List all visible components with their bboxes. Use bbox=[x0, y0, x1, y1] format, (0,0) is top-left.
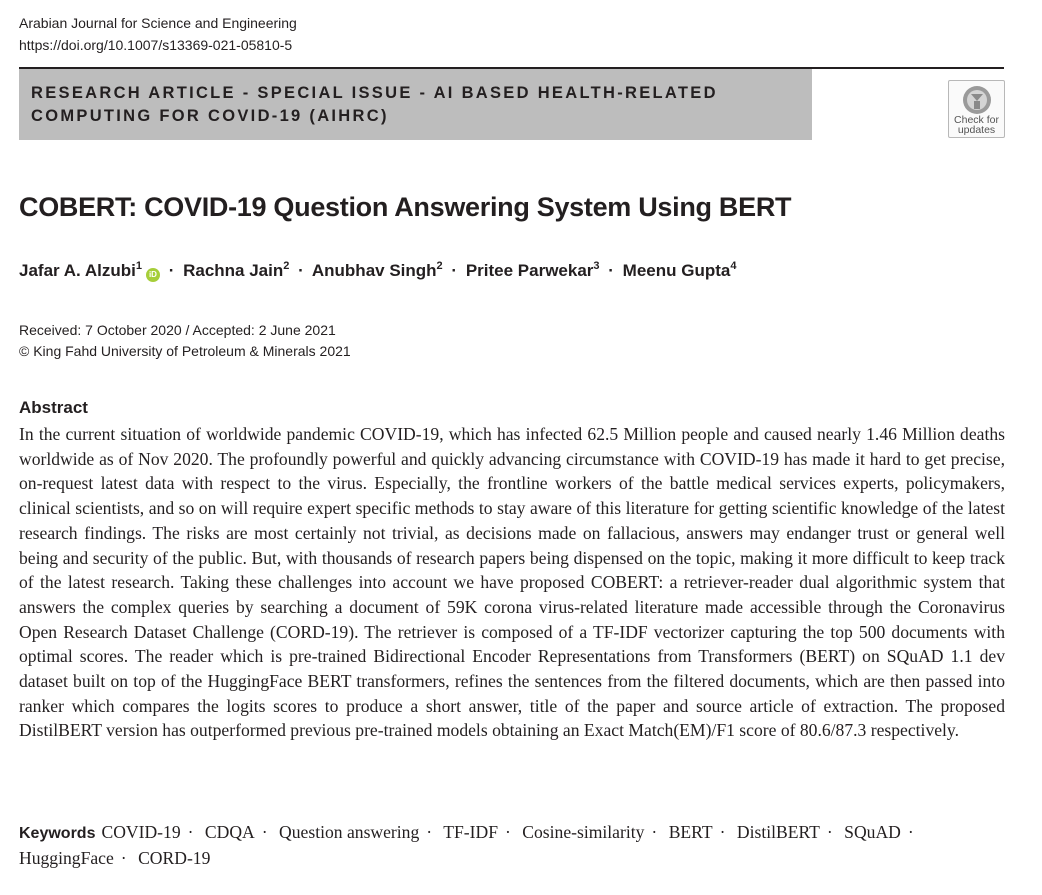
article-title: COBERT: COVID-19 Question Answering System Using BERT bbox=[19, 192, 792, 222]
keyword-item: COVID-19 bbox=[101, 822, 181, 842]
abstract-text: In the current situation of worldwide pandemic COVID-19, which has infected 62.5 Million people and caused nearly 1.46 Million deaths worldwide as of Nov 2020. The profoundly powerful and quickly advancing circumstance with COVID-19 has made it hard to get precise, on-request latest data with respect to the virus. Especially, the frontline workers of the battle medical services experts, policymakers, clinical scientists, and so on will require expert specific methods to stay aware of this literature for getting scientific knowledge of the latest research findings. The risks are most certainly not trivial, as decisions made on fallacious, answers may endanger trust or general well being and security of the public. But, with thousands of research papers being dispensed on the topic, making it more difficult to keep track of the latest research. Taking these challenges into account we have proposed COBERT: a retriever-reader dual algorithmic system that answers the complex queries by searching a document of 59K corona virus-related literature made accessible through the Coronavirus Open Research Dataset Challenge (CORD-19). The retriever is composed of a TF-IDF vectorizer capturing the top 500 documents with optimal scores. The reader which is pre-trained Bidirectional Encoder Representations from Transformers (BERT) on SQuAD 1.1 dev dataset built on top of the HuggingFace BERT transformers, refines the sentences from the filtered documents, which are then passed into ranker which compares the logits scores to produce a short answer, title of the paper and source article of extraction. The proposed DistilBERT version has outperformed previous pre-trained models obtaining an Exact Match(EM)/F1 score of 80.6/87.3 respectively. bbox=[19, 424, 1005, 741]
keyword-item: SQuAD bbox=[844, 822, 901, 842]
keyword-item: DistilBERT bbox=[736, 822, 820, 842]
badge-line-2: updates bbox=[957, 124, 996, 136]
author-name[interactable]: Rachna Jain bbox=[183, 261, 284, 280]
keyword-item: Cosine-similarity bbox=[522, 822, 645, 842]
check-for-updates-badge[interactable] bbox=[948, 80, 1005, 138]
keyword-item: Question answering bbox=[279, 822, 420, 842]
keyword-separator: · bbox=[826, 822, 833, 842]
keyword-item: BERT bbox=[668, 822, 713, 842]
keyword-separator: · bbox=[651, 822, 658, 842]
author-list bbox=[19, 260, 736, 282]
keyword-separator: · bbox=[907, 822, 914, 842]
keyword-separator: · bbox=[504, 822, 511, 842]
keyword-separator: · bbox=[426, 822, 433, 842]
keyword-list bbox=[19, 822, 921, 868]
check-for-updates-icon bbox=[962, 85, 992, 115]
author-name[interactable]: Anubhav Singh bbox=[311, 261, 437, 280]
keyword-item: TF-IDF bbox=[443, 822, 498, 842]
article-type-banner bbox=[19, 69, 812, 140]
keywords-section bbox=[19, 820, 1005, 871]
keyword-separator: · bbox=[261, 822, 268, 842]
badge-line-1: Check for bbox=[954, 114, 999, 126]
abstract-heading: Abstract bbox=[19, 398, 88, 417]
keyword-separator: · bbox=[187, 822, 194, 842]
journal-meta bbox=[19, 12, 297, 56]
received-accepted-dates: Received: 7 October 2020 / Accepted: 2 June 2021 bbox=[19, 322, 336, 338]
keyword-separator: · bbox=[120, 848, 127, 868]
author-separator: · bbox=[298, 261, 304, 280]
keyword-item: HuggingFace bbox=[19, 848, 114, 868]
affiliation-marker: 1 bbox=[135, 260, 142, 272]
publication-dates bbox=[19, 320, 351, 362]
keywords-heading: Keywords bbox=[19, 825, 96, 842]
affiliation-marker: 2 bbox=[283, 260, 290, 272]
keyword-item: CDQA bbox=[204, 822, 255, 842]
affiliation-marker: 2 bbox=[436, 260, 443, 272]
keyword-separator: · bbox=[719, 822, 726, 842]
author-name[interactable]: Jafar A. Alzubi bbox=[19, 261, 136, 280]
journal-name: Arabian Journal for Science and Engineering bbox=[19, 15, 297, 31]
banner-line-1: RESEARCH ARTICLE - SPECIAL ISSUE - AI BASED HEALTH-RELATED bbox=[31, 84, 718, 102]
keyword-item: CORD-19 bbox=[138, 848, 211, 868]
banner-line-2: COMPUTING FOR COVID-19 (AIHRC) bbox=[31, 107, 389, 125]
orcid-icon[interactable]: iD bbox=[146, 268, 160, 282]
affiliation-marker: 4 bbox=[730, 260, 737, 272]
author-separator: · bbox=[608, 261, 614, 280]
affiliation-marker: 3 bbox=[593, 260, 600, 272]
author-name[interactable]: Meenu Gupta bbox=[622, 261, 731, 280]
copyright-notice: © King Fahd University of Petroleum & Minerals 2021 bbox=[19, 343, 351, 359]
author-name[interactable]: Pritee Parwekar bbox=[465, 261, 594, 280]
author-separator: · bbox=[168, 261, 175, 280]
doi-link[interactable]: https://doi.org/10.1007/s13369-021-05810-5 bbox=[19, 37, 293, 53]
author-separator: · bbox=[451, 261, 458, 280]
